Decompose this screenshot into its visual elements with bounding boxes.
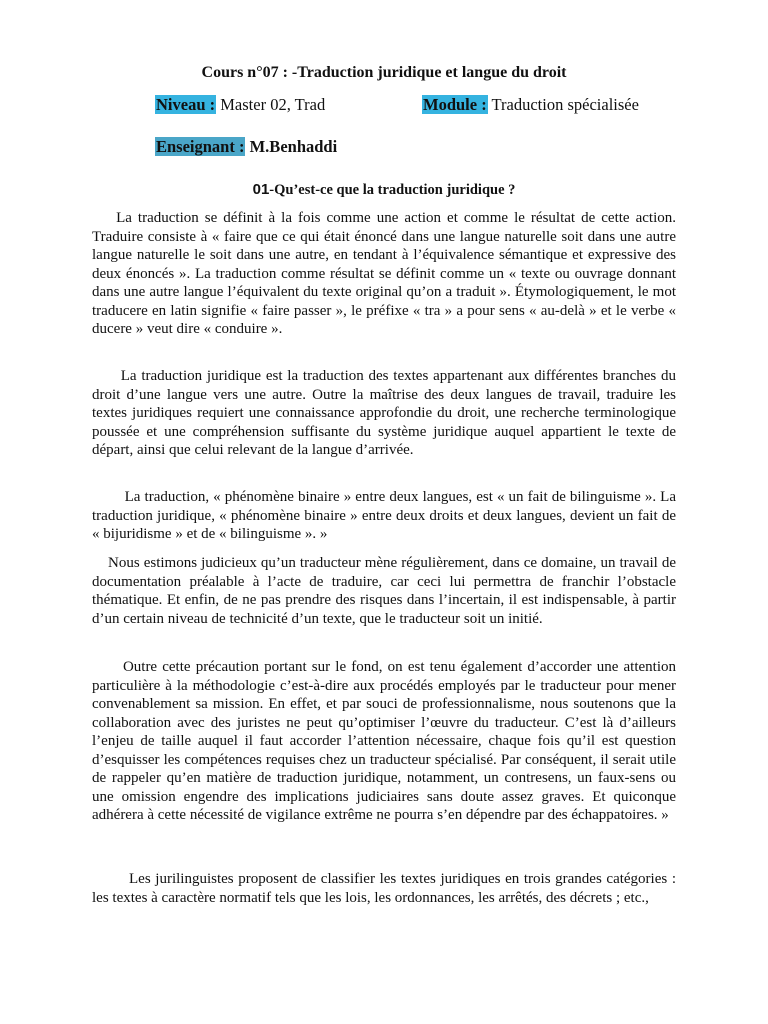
section-number: 01: [252, 181, 270, 198]
enseignant-label: Enseignant :: [156, 137, 245, 156]
paragraph-5: Outre cette précaution portant sur le fond, on est tenu également d’accorder une attention particulière à la méthodologie c’est-à-dire aux procédés employés par le traducteur pour mener convenablement sa mission. En effet, et par souci de professionnalisme, nous soutenons que la collaboration avec des juristes ne peut qu’optimiser l’œuvre du traducteur. C’est là d’ailleurs l’enjeu de taille auquel il faut accorder l’attention nécessaire, chaque fois qu’il est question d’esquisser les compétences requises chez un traducteur spécialisé. Par conséquent, il serait utile de rappeler qu’en matière de traduction juridique, notamment, un contresens, un faux-sens ou une omission engendre des implications judiciaires sans doute assez graves. Et quiconque adhérera à cette nécessité de vigilance extrême ne pourra s’en dépendre par des échappatoires. »: [92, 659, 676, 823]
enseignant-row: [155, 137, 337, 157]
paragraph-6: Les jurilinguistes proposent de classifier les textes juridiques en trois grandes catégories : les textes à caractère normatif tels que les lois, les ordonnances, les arrêtés, des décrets ; etc.,: [92, 871, 677, 906]
section-title-text: -Qu’est-ce que la traduction juridique ?: [269, 182, 516, 198]
paragraph-4: Nous estimons judicieux qu’un traducteur mène régulièrement, dans ce domaine, un travail de documentation préalable à l’acte de traduire, car ceci lui permettra de franchir l’obstacle thématique. Et enfin, de ne pas prendre des risques dans l’incertain, il est indispensable, à partir d’un certain niveau de technicité d’un texte, que le traducteur soit un initié.: [92, 555, 676, 627]
niveau-label: Niveau :: [156, 95, 216, 114]
module-row: [422, 95, 639, 115]
niveau-row: [155, 95, 325, 115]
niveau-value: Master 02, Trad: [220, 95, 326, 114]
section-heading: [0, 181, 768, 199]
course-title: Cours n°07 : -Traduction juridique et langue du droit: [201, 64, 567, 81]
module-value: Traduction spécialisée: [491, 95, 639, 114]
paragraph-3: La traduction, « phénomène binaire » entre deux langues, est « un fait de bilinguisme ». La traduction juridique, « phénomène binaire » entre deux droits et deux langues, devient un fait de « bijuridisme » et de « bilinguisme ». »: [92, 489, 676, 542]
paragraph-1: La traduction se définit à la fois comme une action et comme le résultat de cette action. Traduire consiste à « faire que ce qui était énoncé dans une langue naturelle soit dans une autre langue naturelle le soit dans une autre, en tendant à l’équivalence sémantique et expressive des deux énoncés ». La traduction comme résultat se définit comme un « texte ou ouvrage donnant dans une autre langue l’équivalent du texte original qu’on a traduit ». Étymologiquement, le mot traducere en latin signifie « faire passer », le préfixe « tra » a pour sens « au-delà » et le verbe « ducere » veut dire « conduire ».: [92, 210, 676, 337]
module-label: Module :: [423, 95, 487, 114]
enseignant-value: M.Benhaddi: [249, 137, 338, 156]
paragraph-2: La traduction juridique est la traduction des textes appartenant aux différentes branches du droit d’une langue vers une autre. Outre la maîtrise des deux langues de travail, traduire les textes juridiques requiert une connaissance approfondie du droit, une recherche terminologique poussée et une compréhension suffisante du système juridique auquel appartient le texte de départ, ainsi que celui relevant de la langue d’arrivée.: [92, 368, 677, 458]
